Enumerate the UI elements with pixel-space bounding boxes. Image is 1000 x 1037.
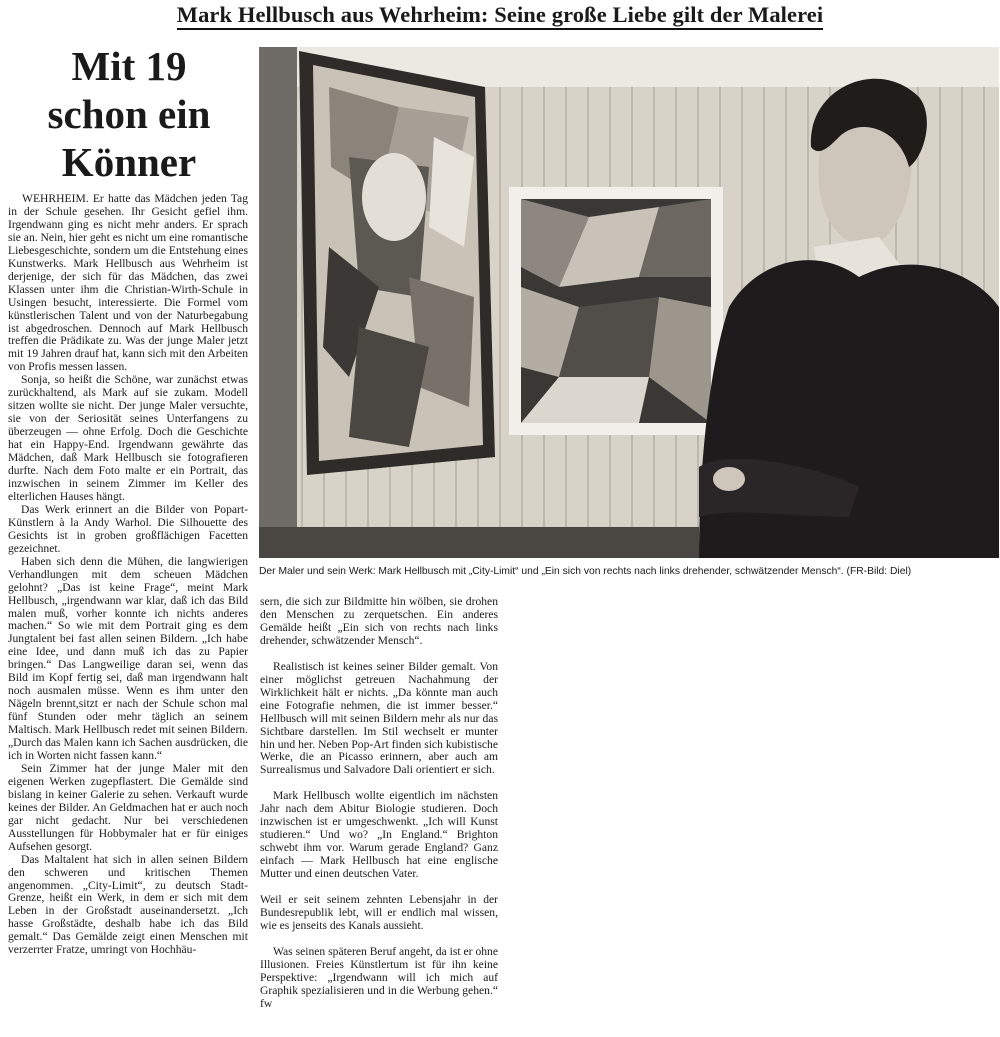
paragraph: Sein Zimmer hat der junge Maler mit den eigenen Werken zugepflastert. Die Gemälde sind bislang in keiner Galerie zu sehen. Verkauft wurde keines der Bilder. An Geldmachen hat er auch noch gar nicht gedacht. Nur bei verschiedenen Ausstellungen für Hobbymaler hat er für einiges Aufsehen gesorgt. [8, 761, 248, 853]
article-photo [259, 47, 999, 558]
kicker-title: Mark Hellbusch aus Wehrheim: Seine große Liebe gilt der Malerei [177, 2, 823, 30]
paragraph: Weil er seit seinem zehnten Lebensjahr in der Bundesrepublik lebt, will er endlich mal wissen, wie es jenseits des Kanals aussieht. [260, 893, 498, 932]
kicker-line [0, 2, 1000, 28]
paragraph: Haben sich denn die Mühen, die langwierigen Verhandlungen mit dem scheuen Mädchen gelohnt? „Das ist keine Frage“, meint Mark Hellbusch, „irgendwann war klar, daß ich das Bild malen muß, vorher konnte ich nichts anderes machen.“ So wie mit dem Portrait ging es dem Jungtalent bei fast allen seinen Bildern. „Ich habe eine Idee, und dann muß ich das zu Papier bringen.“ Das Langweilige daran sei, wenn das Bild im Kopf fertig sei, daß man irgendwann halt noch ausmalen müsse. Wenn es ihm unter den Nägeln brennt,sitzt er nach der Schule schon mal fünf Stunden oder mehr täglich an seinem Maltisch. Mark Hellbusch redet mit seinen Bildern. „Durch das Malen kann ich Sachen ausdrücken, die ich in Worten nicht fassen kann.“ [8, 554, 248, 762]
article-column-1 [8, 193, 248, 957]
paragraph: Das Maltalent hat sich in allen seinen Bildern den schweren und kritischen Themen angenommen. „City-Limit“, zu deutsch Stadt-Grenze, heißt ein Werk, in dem er sich mit dem Leben in der Großstadt auseinandersetzt. „Ich hasse Großstädte, deshalb habe ich das Bild gemalt.“ Das Gemälde zeigt einen Menschen mit verzerrter Fratze, umringt von Hochhäu- [8, 852, 248, 957]
paragraph: Das Werk erinnert an die Bilder von Popart-Künstlern à la Andy Warhol. Die Silhouette des Gesichts ist in groben großflächigen Facetten gezeichnet. [8, 502, 248, 555]
photo-illustration [259, 47, 999, 558]
paragraph: Mark Hellbusch wollte eigentlich im nächsten Jahr nach dem Abitur Biologie studieren. Doch inzwischen ist er umgeschwenkt. „Ich will Kunst studieren.“ Und wo? „In England.“ Brighton schwebt ihm vor. Warum gerade England? Ganz einfach — Mark Hellbusch hat eine englische Mutter und einen deutschen Vater. [260, 789, 498, 881]
headline [10, 42, 248, 186]
headline-line-2: schon ein [47, 91, 211, 137]
headline-line-3: Könner [61, 139, 197, 185]
paragraph: Realistisch ist keines seiner Bilder gemalt. Von einer möglichst getreuen Nachahmung der Wirklichkeit hält er nichts. „Da könnte man auch eine Fotografie nehmen, die ist immer besser.“ Hellbusch will mit seinen Bildern mehr als nur das Sichtbare darstellen. Im Stil wechselt er munter hin und her. Neben Pop-Art finden sich kubistische Werke, die an Picasso erinnern, aber auch am Surrealismus und Salvadore Dali orientiert er sich. [260, 659, 498, 777]
hand [713, 467, 745, 491]
painting-portrait [299, 51, 495, 475]
paragraph: sern, die sich zur Bildmitte hin wölben, sie drohen den Menschen zu zerquetschen. Ein anderes Gemälde heißt „Ein sich von rechts nach links drehender, schwätzender Mensch“. [260, 595, 498, 647]
article-column-2 [260, 596, 498, 1011]
paragraph: Sonja, so heißt die Schöne, war zunächst etwas zurückhaltend, als Mark auf sie zukam. Modell sitzen wollte sie nicht. Der junge Maler versuchte, sie von der Seriosität seines Unterfangens zu überzeugen — ohne Erfolg. Doch die Geschichte hat ein Happy-End. Irgendwann gewährte das Mädchen, daß Mark Hellbusch sie fotografieren durfte. Nach dem Foto malte er ein Portrait, das inzwischen in seinem Zimmer im Keller des elterlichen Hauses hängt. [8, 373, 248, 503]
headline-line-1: Mit 19 [71, 43, 187, 89]
paragraph: Was seinen späteren Beruf angeht, da ist er ohne Illusionen. Freies Künstlertum ist für ihn keine Perspektive: „Irgendwann will ich mich auf Graphik spezialisieren und in die Werbung gehen.“ fw [260, 944, 498, 1010]
paragraph: WEHRHEIM. Er hatte das Mädchen jeden Tag in der Schule gesehen. Ihr Gesicht gefiel ihm. Irgendwann ging es nicht mehr anders. Er sprach sie an. Nein, hier geht es nicht um eine romantische Liebesgeschichte, sondern um die Entstehung eines Kunstwerks. Mark Hellbusch aus Wehrheim ist derjenige, der sich für das Mädchen, das zwei Klassen unter ihm die Christian-Wirth-Schule in Usingen besucht, interessierte. Die Formel vom künstlerischen Talent und von der Naturbegabung ist abgedroschen. Dennoch auf Mark Hellbusch treffen die Prädikate zu. Was der junge Maler jetzt mit 19 Jahren drauf hat, kann sich mit den Arbeiten von Profis messen lassen. [8, 192, 248, 374]
photo-caption: Der Maler und sein Werk: Mark Hellbusch mit „City-Limit“ und „Ein sich von rechts nach links drehender, schwätzender Mensch“. (FR-Bild: Diel) [259, 566, 912, 577]
painting-city-limit [509, 187, 723, 435]
